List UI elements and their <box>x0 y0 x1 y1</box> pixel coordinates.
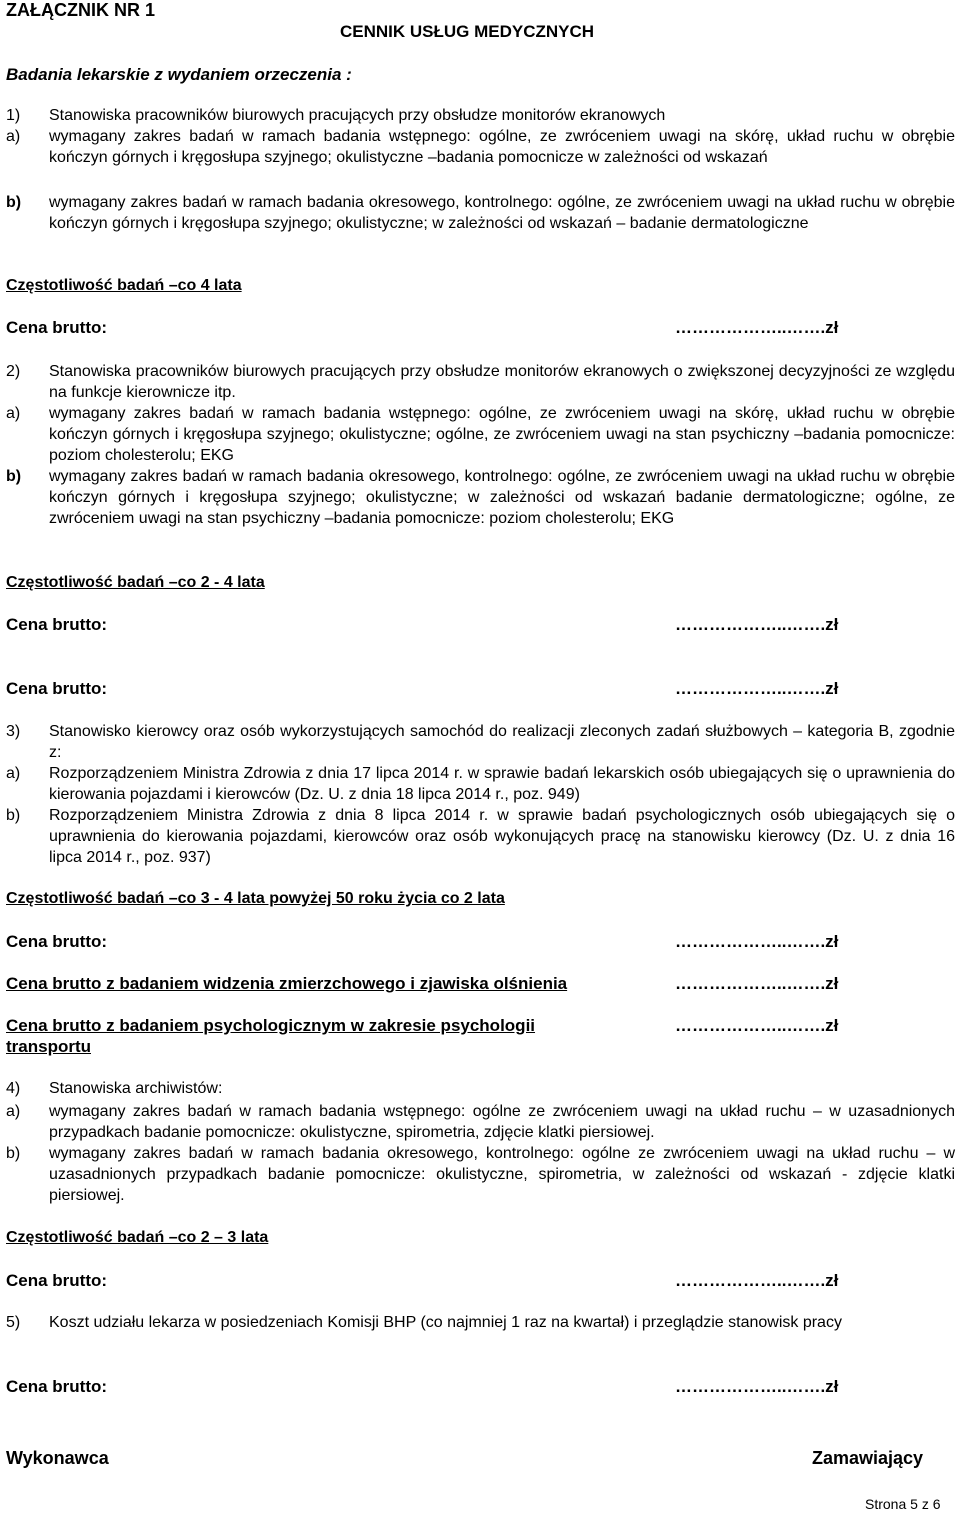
section-4-number: 4) <box>6 1080 21 1097</box>
section-2-price-1-value: ………………..…….zł <box>675 615 839 634</box>
annex-label: ZAŁĄCZNIK NR 1 <box>6 0 155 20</box>
section-1-item-b-label: b) <box>6 194 22 211</box>
section-1-price-label: Cena brutto: <box>6 318 108 337</box>
section-3-item-b-label: b) <box>6 807 21 824</box>
section-3-item-a-label: a) <box>6 765 21 782</box>
section-3-price-2-label: Cena brutto z badaniem widzenia zmierzchowego i zjawiska olśnienia <box>6 974 568 993</box>
section-5-price-value: ………………..…….zł <box>675 1377 839 1396</box>
document-subtitle: Badania lekarskie z wydaniem orzeczenia : <box>6 65 352 84</box>
section-3-price-3-value: ………………..…….zł <box>675 1016 839 1035</box>
section-4-frequency: Częstotliwość badań –co 2 – 3 lata <box>6 1229 269 1246</box>
section-4-price-label: Cena brutto: <box>6 1271 108 1290</box>
section-4-item-b-text: wymagany zakres badań w ramach badania okresowego, kontrolnego: ogólne ze zwróceniem uwagi na układ ruchu – w uzasadnionych przypadkach badanie pomocnicze: okulistyczne, spirometria, w zależności od wskazań - zdjęcie klatki piersiowej. <box>49 1145 955 1204</box>
section-3-number: 3) <box>6 723 21 740</box>
section-1-frequency: Częstotliwość badań –co 4 lata <box>6 277 242 294</box>
section-2-number: 2) <box>6 363 21 380</box>
section-5-number: 5) <box>6 1314 21 1331</box>
section-2-item-b-text: wymagany zakres badań w ramach badania okresowego, kontrolnego: ogólne, ze zwróceniem uwagi na układ ruchu w obrębie kończyn górnych i kręgosłupa szyjnego; okulistyczne; w zależności od wskazań badanie dermatologiczne; ogólne, ze zwróceniem uwagi na stan psychiczny –badania pomocnicze: poziom cholesterolu; EKG <box>49 468 955 527</box>
section-4-item-a-label: a) <box>6 1103 21 1120</box>
section-3-price-2-value: ………………..…….zł <box>675 974 839 993</box>
section-3-title: Stanowisko kierowcy oraz osób wykorzystujących samochód do realizacji zleconych zadań służbowych – kategoria B, zgodnie z: <box>49 723 955 761</box>
section-2-price-1-label: Cena brutto: <box>6 615 108 634</box>
section-1-price-value: ………………..…….zł <box>675 318 839 337</box>
section-4-item-b-label: b) <box>6 1145 21 1162</box>
section-2-item-b-label: b) <box>6 468 22 485</box>
section-3-price-1-value: ………………..…….zł <box>675 932 839 951</box>
section-1-title: Stanowiska pracowników biurowych pracujących przy obsłudze monitorów ekranowych <box>49 107 666 124</box>
section-3-price-3-label: Cena brutto z badaniem psychologicznym w zakresie psychologii transportu <box>6 1016 536 1056</box>
section-3-frequency: Częstotliwość badań –co 3 - 4 lata powyżej 50 roku życia co 2 lata <box>6 890 505 907</box>
document-title: CENNIK USŁUG MEDYCZNYCH <box>340 22 595 41</box>
section-3-item-a-text: Rozporządzeniem Ministra Zdrowia z dnia 17 lipca 2014 r. w sprawie badań lekarskich osób ubiegających się o uprawnienia do kierowania pojazdami i kierowców (Dz. U. z dnia 18 lipca 2014 r., poz. 949) <box>49 765 955 803</box>
section-2-item-a-text: wymagany zakres badań w ramach badania wstępnego: ogólne, ze zwróceniem uwagi na skórę, układ ruchu w obrębie kończyn górnych i kręgosłupa szyjnego; okulistyczne; ogólne, ze zwróceniem uwagi na stan psychiczny –badania pomocnicze: poziom cholesterolu; EKG <box>49 405 955 464</box>
section-1-number: 1) <box>6 107 21 124</box>
section-2-price-2-label: Cena brutto: <box>6 679 108 698</box>
section-1-item-b-text: wymagany zakres badań w ramach badania okresowego, kontrolnego: ogólne, ze zwróceniem uwagi na układ ruchu w obrębie kończyn górnych i kręgosłupa szyjnego; okulistyczne; w zależności od wskazań – badanie dermatologiczne <box>49 194 955 232</box>
client-signature-label: Zamawiający <box>812 1448 924 1468</box>
section-4-title: Stanowiska archiwistów: <box>49 1080 223 1097</box>
contractor-signature-label: Wykonawca <box>6 1448 109 1468</box>
section-1-item-a-text: wymagany zakres badań w ramach badania wstępnego: ogólne, ze zwróceniem uwagi na skórę, układ ruchu w obrębie kończyn górnych i kręgosłupa szyjnego; okulistyczne –badania pomocnicze w zależności od wskazań <box>49 128 955 166</box>
section-2-title: Stanowiska pracowników biurowych pracujących przy obsłudze monitorów ekranowych o zwiększonej decyzyjności ze względu na funkcje kierownicze itp. <box>49 363 955 401</box>
section-3-price-1-label: Cena brutto: <box>6 932 108 951</box>
section-1-item-a-label: a) <box>6 128 21 145</box>
section-2-price-2-value: ………………..…….zł <box>675 679 839 698</box>
section-2-item-a-label: a) <box>6 405 21 422</box>
section-3-item-b-text: Rozporządzeniem Ministra Zdrowia z dnia 8 lipca 2014 r. w sprawie badań psychologicznych osób ubiegających się o uprawnienia do kierowania pojazdami, kierowców oraz osób wykonujących pracę na stanowisku kierowcy (Dz. U. z dnia 16 lipca 2014 r., poz. 937) <box>49 807 955 866</box>
section-5-price-label: Cena brutto: <box>6 1377 108 1396</box>
page-number: Strona 5 z 6 <box>865 1496 941 1512</box>
section-4-price-value: ………………..…….zł <box>675 1271 839 1290</box>
section-4-item-a-text: wymagany zakres badań w ramach badania wstępnego: ogólne ze zwróceniem uwagi na układ ruchu – w uzasadnionych przypadkach badanie pomocnicze: okulistyczne, spirometria, zdjęcie klatki piersiowej. <box>49 1103 955 1141</box>
section-2-frequency: Częstotliwość badań –co 2 - 4 lata <box>6 574 265 591</box>
section-5-title: Koszt udziału lekarza w posiedzeniach Komisji BHP (co najmniej 1 raz na kwartał) i przeglądzie stanowisk pracy <box>49 1314 842 1331</box>
